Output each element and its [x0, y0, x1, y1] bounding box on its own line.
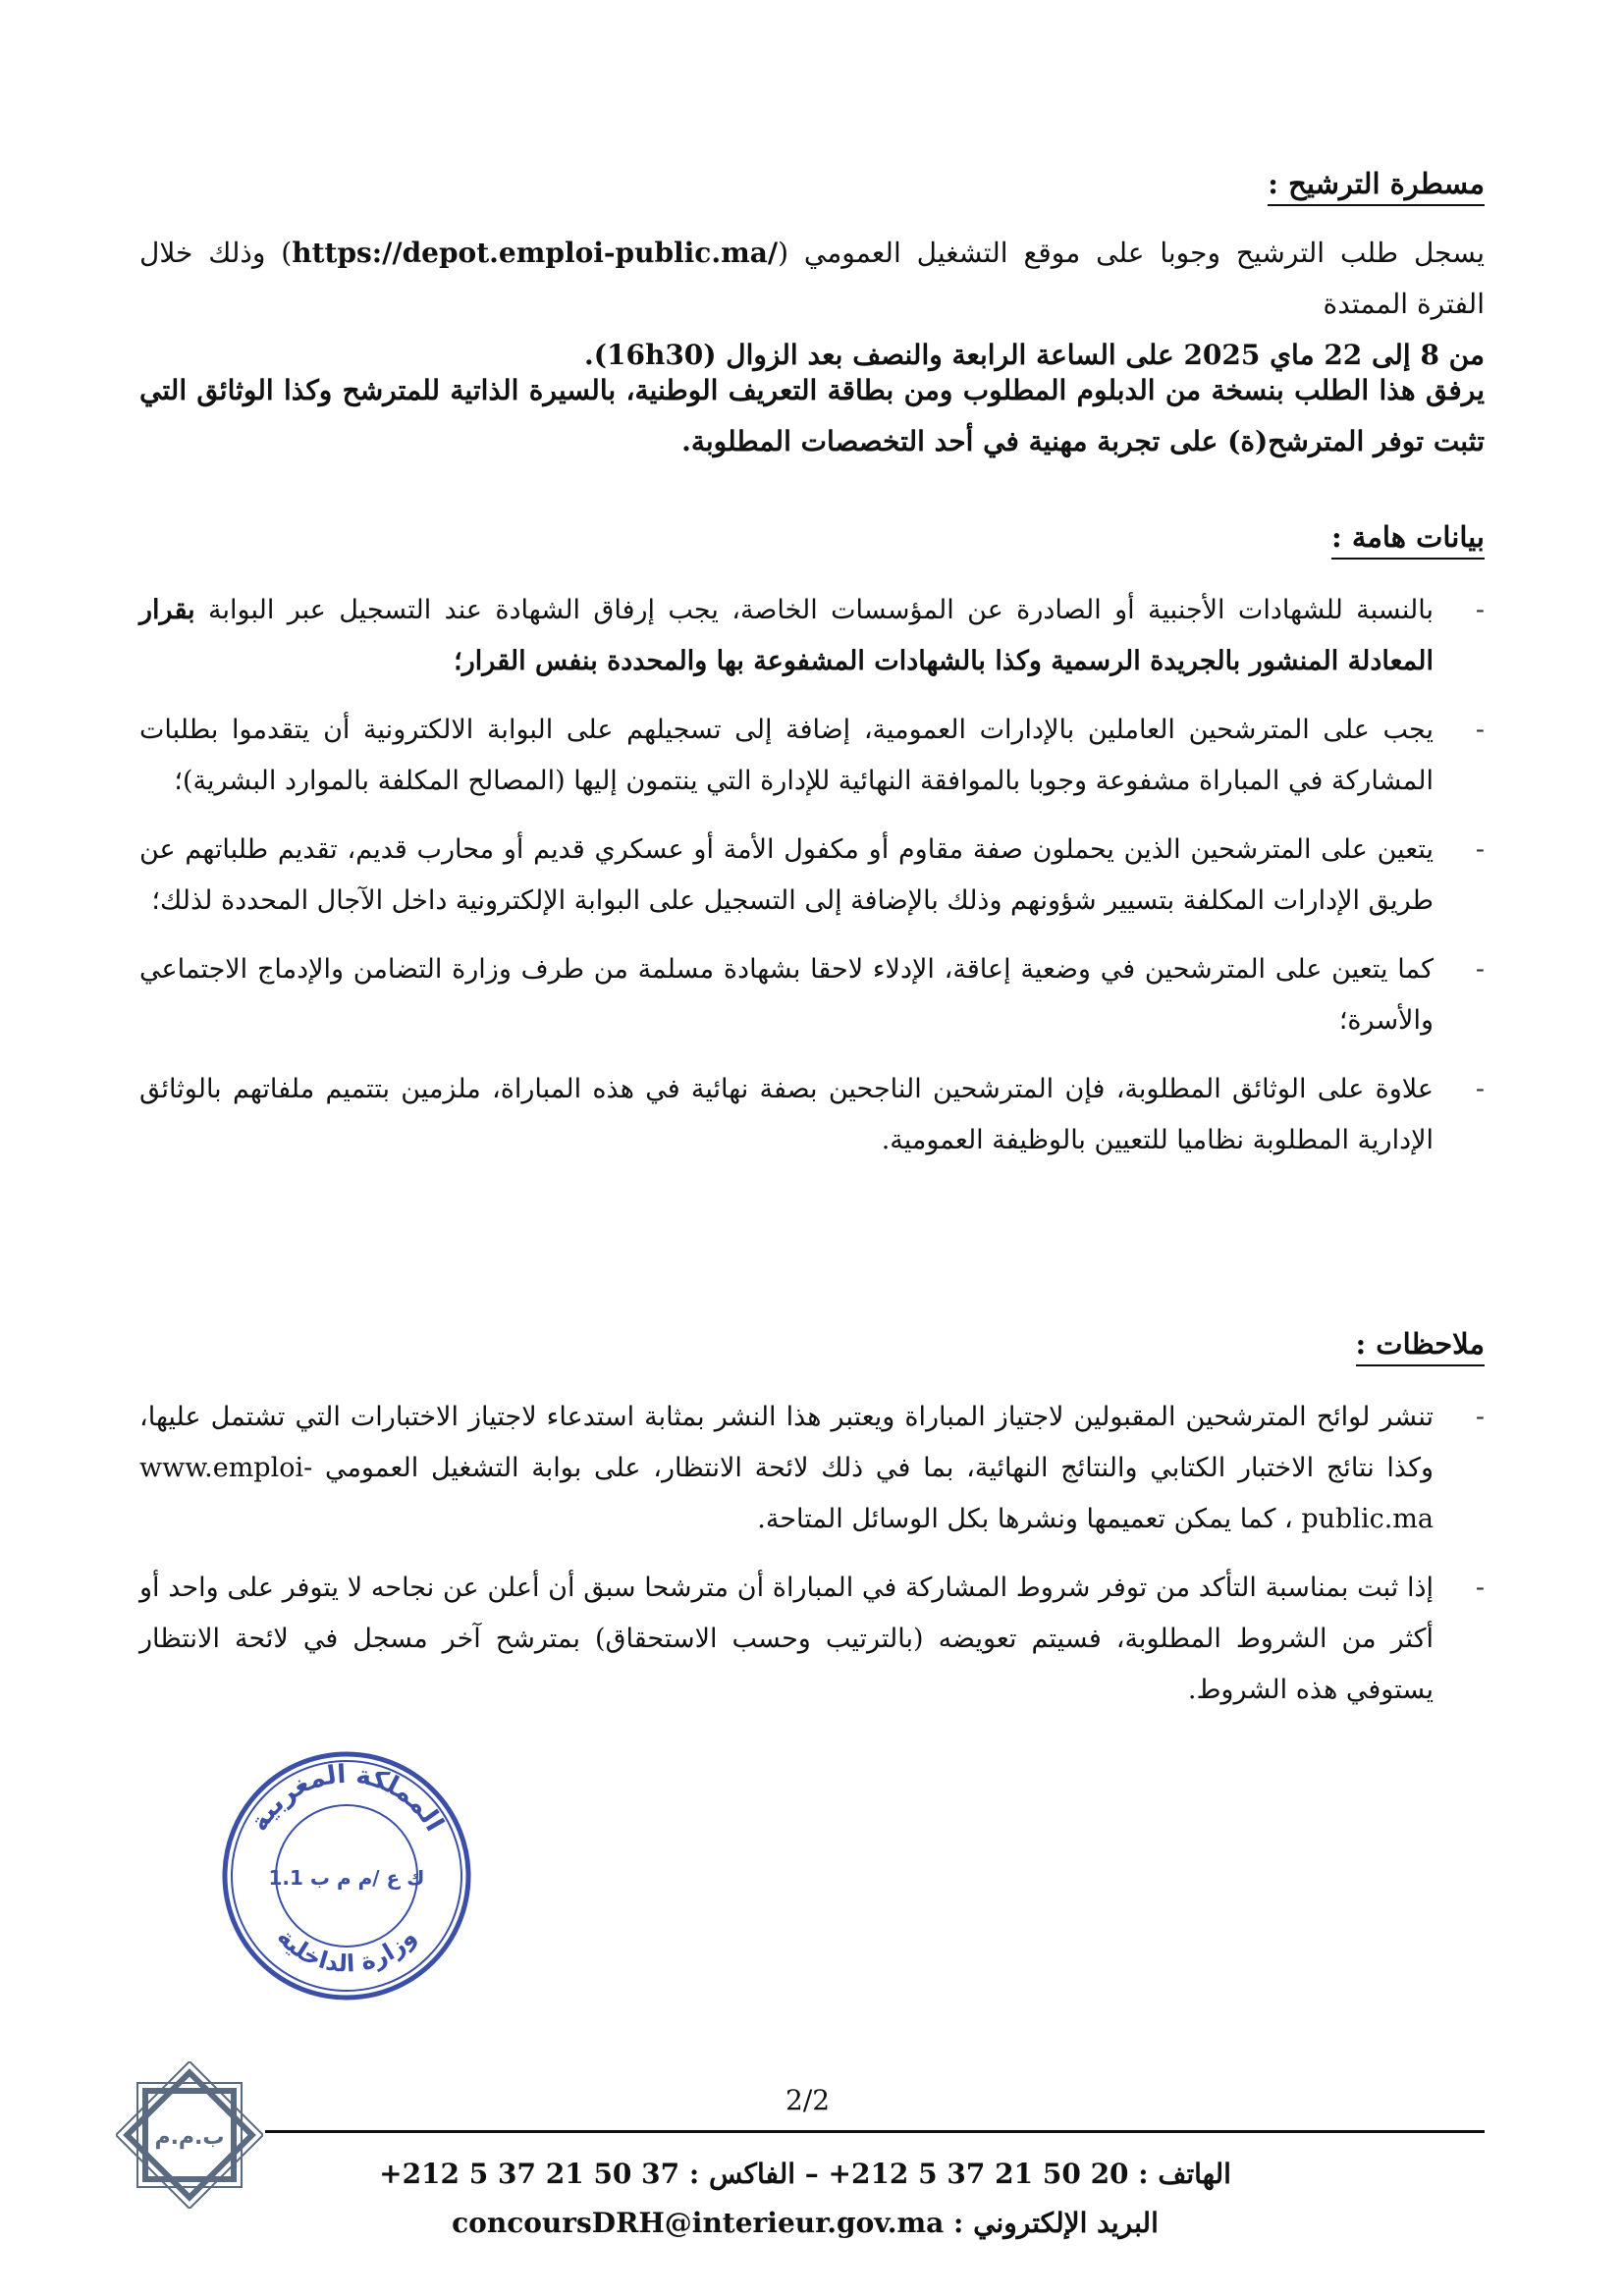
stamp-center-text: ك ع /م م ب 1.1 — [268, 1866, 425, 1890]
bullet-dash: - — [1475, 954, 1485, 985]
candidacy-paragraph-1 — [139, 228, 1485, 381]
candidacy-text-a: يسجل طلب الترشيح وجوبا على موقع التشغيل العمومي ( — [778, 237, 1486, 269]
bullet-dash: - — [1475, 834, 1485, 865]
item-text-bold: بقرار المعادلة المنشور بالجريدة الرسمية وكذا بالشهادات المشفوعة بها والمحددة بنفس القرار؛ — [139, 595, 1434, 676]
list-item — [139, 944, 1485, 1046]
svg-text:المملكة المغربية — [244, 1760, 450, 1837]
item-text: بالنسبة للشهادات الأجنبية أو الصادرة عن المؤسسات الخاصة، يجب إرفاق الشهادة عند التسجيل عبر البوابة — [194, 595, 1434, 625]
svg-text:وزارة الداخلية — [272, 1923, 422, 1977]
candidacy-text-b: ) وذلك خلال الفترة الممتدة — [139, 237, 1485, 320]
item-text: يتعين على المترشحين الذين يحملون صفة مقاوم أو مكفول الأمة أو عسكري قديم أو محارب قديم، تقديم طلباتهم عن طريق الإدارات المكلفة بتسيير شؤونهم وذلك بالإضافة إلى التسجيل على البوابة الإلكترونية داخل الآجال المحددة لذلك؛ — [139, 834, 1434, 916]
section-title-candidacy: مسطرة الترشيح : — [1268, 167, 1485, 206]
important-list — [139, 585, 1485, 1184]
item-text-end: ، كما يمكن تعميمها ونشرها بكل الوسائل المتاحة. — [757, 1504, 1302, 1534]
footer-divider — [265, 2130, 1485, 2133]
depot-url[interactable]: https://depot.emploi-public.ma/ — [292, 237, 779, 269]
list-item — [139, 1563, 1485, 1716]
footer-email[interactable]: البريد الإلكتروني : concoursDRH@interieur.gov.ma — [452, 2207, 1159, 2239]
item-text: كما يتعين على المترشحين في وضعية إعاقة، الإدلاء لاحقا بشهادة مسلمة من طرف وزارة التضامن والإدماج الاجتماعي والأسرة؛ — [139, 954, 1434, 1036]
section-title-notes: ملاحظات : — [1356, 1327, 1486, 1366]
stamp-top-text: المملكة المغربية — [244, 1759, 450, 1837]
list-item — [139, 1064, 1485, 1166]
list-item — [139, 705, 1485, 807]
official-stamp — [218, 1747, 475, 2004]
bullet-dash: - — [1475, 1573, 1485, 1603]
bullet-dash: - — [1475, 715, 1485, 745]
bullet-dash: - — [1475, 1402, 1485, 1432]
list-item — [139, 585, 1485, 687]
item-text: يجب على المترشحين العاملين بالإدارات العمومية، إضافة إلى تسجيلهم على البوابة الالكترونية أن يتقدموا بطلبات المشاركة في المباراة مشفوعة وجوبا بالموافقة النهائية للإدارة التي ينتمون إليها (المصالح المكلفة بالموارد البشرية)؛ — [139, 715, 1434, 796]
bullet-dash: - — [1475, 595, 1485, 625]
item-text: تنشر لوائح المترشحين المقبولين لاجتياز المباراة ويعتبر هذا النشر بمثابة استدعاء لاجتياز الاختبارات التي تشتمل عليها، وكذا نتائج الاختبار الكتابي والنتائج النهائية، بما في ذلك لائحة الانتظار، على بوابة التشغيل العمومي — [139, 1402, 1434, 1483]
candidacy-paragraph-2: يرفق هذا الطلب بنسخة من الدبلوم المطلوب ومن بطاقة التعريف الوطنية، بالسيرة الذاتية للمترشح وكذا الوثائق التي تثبت توفر المترشح(ة) على تجربة مهنية في أحد التخصصات المطلوبة. — [139, 374, 1485, 457]
item-text: إذا ثبت بمناسبة التأكد من توفر شروط المشاركة في المباراة أن مترشحا سبق أن أعلن عن نجاحه لا يتوفر على واحد أو أكثر من الشروط المطلوبة، فسيتم تعويضه (بالترتيب وحسب الاستحقاق) بمترشح آخر مسجل في لائحة الانتظار يستوفي هذه الشروط. — [139, 1573, 1434, 1705]
logo-text: ب.م.م — [154, 2125, 225, 2150]
footer-phone-fax: الهاتف : 20 50 21 37 5 212+ – الفاكس : 37 50 21 37 5 212+ — [379, 2158, 1231, 2190]
ministry-logo-icon — [116, 2061, 263, 2209]
page-number: 2/2 — [785, 2084, 831, 2116]
notes-list — [139, 1392, 1485, 1734]
section-title-important: بيانات هامة : — [1331, 520, 1485, 560]
bullet-dash: - — [1475, 1074, 1485, 1104]
emploi-public-link[interactable]: www.emploi-public.ma — [139, 1453, 1434, 1534]
list-item — [139, 825, 1485, 927]
stamp-bottom-text: وزارة الداخلية — [271, 1923, 422, 1978]
candidacy-period: من 8 إلى 22 ماي 2025 على الساعة الرابعة والنصف بعد الزوال (16h30). — [584, 339, 1485, 371]
list-item — [139, 1392, 1485, 1545]
item-text: علاوة على الوثائق المطلوبة، فإن المترشحين الناجحين بصفة نهائية في هذه المباراة، ملزمين بتتميم ملفاتهم بالوثائق الإدارية المطلوبة نظاميا للتعيين بالوظيفة العمومية. — [139, 1074, 1434, 1155]
